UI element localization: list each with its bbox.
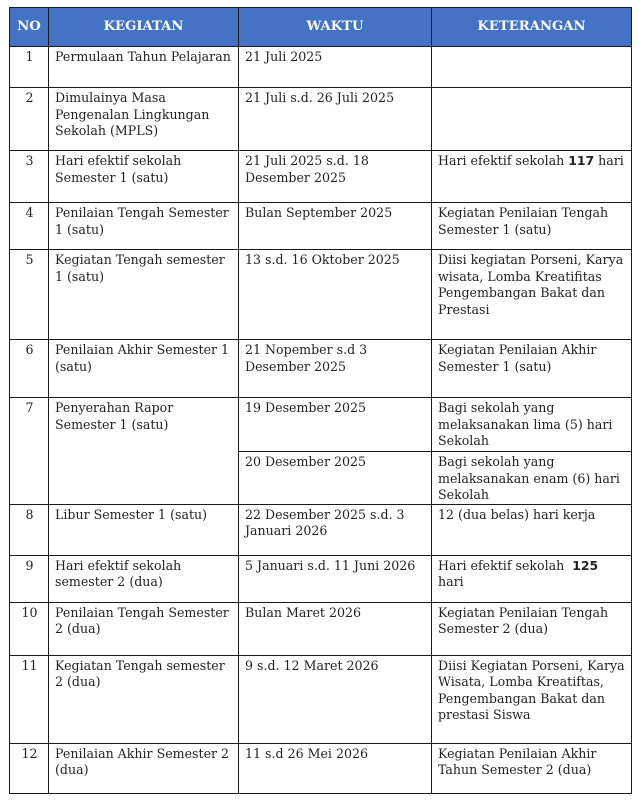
cell-no: 8 bbox=[10, 504, 49, 555]
keterangan-text: hari bbox=[594, 153, 624, 168]
cell-waktu: 5 Januari s.d. 11 Juni 2026 bbox=[239, 555, 432, 602]
cell-no: 11 bbox=[10, 655, 49, 743]
header-keterangan: KETERANGAN bbox=[432, 8, 632, 47]
effective-days-count: 117 bbox=[568, 153, 595, 168]
table-row bbox=[10, 504, 632, 555]
cell-kegiatan: Penilaian Akhir Semester 1 (satu) bbox=[49, 340, 239, 398]
cell-kegiatan: Permulaan Tahun Pelajaran bbox=[49, 47, 239, 88]
cell-no: 7 bbox=[10, 398, 49, 505]
cell-keterangan: Kegiatan Penilaian Akhir Semester 1 (satu) bbox=[432, 340, 632, 398]
table-row bbox=[10, 47, 632, 88]
cell-no: 2 bbox=[10, 88, 49, 151]
cell-no: 6 bbox=[10, 340, 49, 398]
cell-kegiatan: Dimulainya Masa Pengenalan Lingkungan Sekolah (MPLS) bbox=[49, 88, 239, 151]
cell-waktu: 13 s.d. 16 Oktober 2025 bbox=[239, 250, 432, 340]
cell-waktu: 9 s.d. 12 Maret 2026 bbox=[239, 655, 432, 743]
cell-no: 9 bbox=[10, 555, 49, 602]
table-row bbox=[10, 203, 632, 250]
cell-waktu: 22 Desember 2025 s.d. 3 Januari 2026 bbox=[239, 504, 432, 555]
cell-waktu: Bulan September 2025 bbox=[239, 203, 432, 250]
cell-no: 10 bbox=[10, 602, 49, 655]
cell-kegiatan: Penilaian Tengah Semester 2 (dua) bbox=[49, 602, 239, 655]
cell-waktu: 11 s.d 26 Mei 2026 bbox=[239, 743, 432, 793]
keterangan-text: hari bbox=[438, 574, 464, 589]
cell-waktu: 21 Juli s.d. 26 Juli 2025 bbox=[239, 88, 432, 151]
cell-waktu: 19 Desember 2025 bbox=[239, 398, 432, 452]
table-header-row bbox=[10, 8, 632, 47]
cell-waktu: 21 Juli 2025 s.d. 18 Desember 2025 bbox=[239, 151, 432, 203]
table-row bbox=[10, 555, 632, 602]
cell-keterangan: Kegiatan Penilaian Tengah Semester 2 (dua) bbox=[432, 602, 632, 655]
keterangan-text: Hari efektif sekolah bbox=[438, 153, 569, 168]
cell-keterangan: Bagi sekolah yang melaksanakan lima (5) hari Sekolah bbox=[432, 398, 632, 452]
cell-waktu: 21 Nopember s.d 3 Desember 2025 bbox=[239, 340, 432, 398]
cell-no: 1 bbox=[10, 47, 49, 88]
effective-days-count: 125 bbox=[572, 557, 599, 573]
cell-keterangan bbox=[432, 151, 632, 203]
cell-keterangan: Kegiatan Penilaian Tengah Semester 1 (satu) bbox=[432, 203, 632, 250]
table-row bbox=[10, 655, 632, 743]
cell-keterangan: 12 (dua belas) hari kerja bbox=[432, 504, 632, 555]
cell-kegiatan: Hari efektif sekolah Semester 1 (satu) bbox=[49, 151, 239, 203]
header-waktu: WAKTU bbox=[239, 8, 432, 47]
cell-keterangan: Diisi kegiatan Porseni, Karya wisata, Lomba Kreatifitas Pengembangan Bakat dan Prestasi bbox=[432, 250, 632, 340]
cell-kegiatan: Libur Semester 1 (satu) bbox=[49, 504, 239, 555]
cell-no: 3 bbox=[10, 151, 49, 203]
table-row bbox=[10, 151, 632, 203]
keterangan-text: Hari efektif sekolah bbox=[438, 557, 573, 573]
cell-kegiatan: Penilaian Akhir Semester 2 (dua) bbox=[49, 743, 239, 793]
cell-no: 5 bbox=[10, 250, 49, 340]
table-row bbox=[10, 250, 632, 340]
cell-keterangan bbox=[432, 555, 632, 602]
table-row bbox=[10, 340, 632, 398]
table-row bbox=[10, 88, 632, 151]
cell-kegiatan: Penilaian Tengah Semester 1 (satu) bbox=[49, 203, 239, 250]
header-no: NO bbox=[10, 8, 49, 47]
school-calendar-table bbox=[9, 7, 632, 794]
cell-waktu: 21 Juli 2025 bbox=[239, 47, 432, 88]
cell-kegiatan: Hari efektif sekolah semester 2 (dua) bbox=[49, 555, 239, 602]
cell-no: 4 bbox=[10, 203, 49, 250]
cell-no: 12 bbox=[10, 743, 49, 793]
header-kegiatan: KEGIATAN bbox=[49, 8, 239, 47]
table-row bbox=[10, 743, 632, 793]
cell-waktu: 20 Desember 2025 bbox=[239, 452, 432, 505]
cell-keterangan: Diisi Kegiatan Porseni, Karya Wisata, Lomba Kreatiftas, Pengembangan Bakat dan prestasi Siswa bbox=[432, 655, 632, 743]
cell-keterangan bbox=[432, 88, 632, 151]
cell-waktu: Bulan Maret 2026 bbox=[239, 602, 432, 655]
cell-kegiatan: Penyerahan Rapor Semester 1 (satu) bbox=[49, 398, 239, 505]
cell-kegiatan: Kegiatan Tengah semester 1 (satu) bbox=[49, 250, 239, 340]
table-row bbox=[10, 602, 632, 655]
cell-keterangan bbox=[432, 47, 632, 88]
cell-keterangan: Kegiatan Penilaian Akhir Tahun Semester 2 (dua) bbox=[432, 743, 632, 793]
cell-keterangan: Bagi sekolah yang melaksanakan enam (6) hari Sekolah bbox=[432, 452, 632, 505]
cell-kegiatan: Kegiatan Tengah semester 2 (dua) bbox=[49, 655, 239, 743]
table-row bbox=[10, 398, 632, 452]
